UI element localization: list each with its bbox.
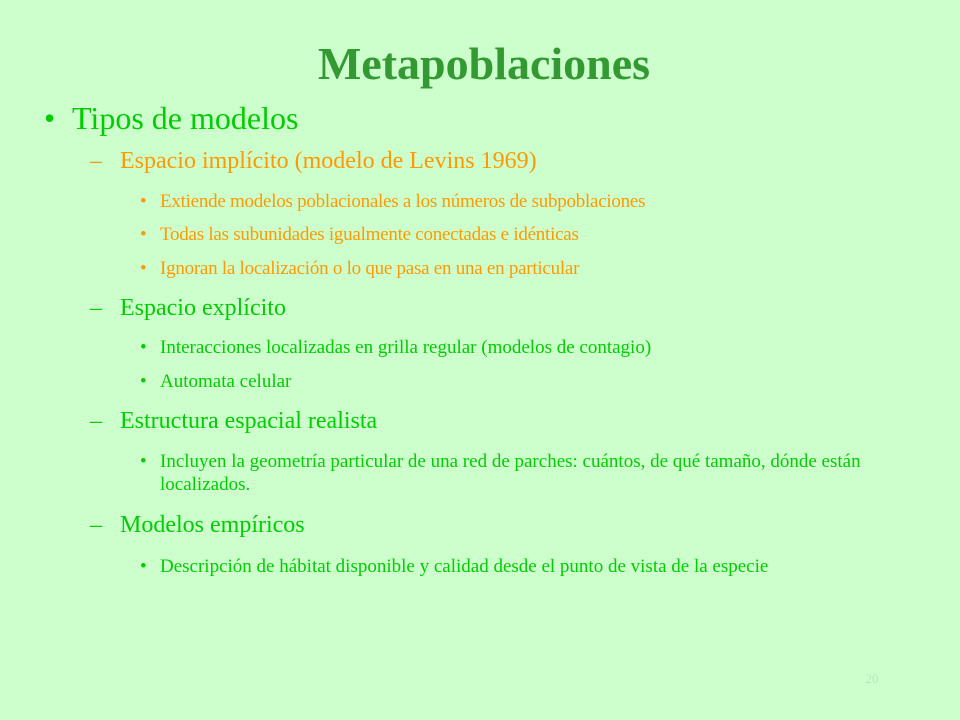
bullet-marker: •: [140, 556, 147, 577]
list-item: [140, 336, 940, 359]
list-item: [140, 190, 940, 213]
list-item-text: Interacciones localizadas en grilla regular (modelos de contagio): [160, 337, 652, 358]
bullet-marker: •: [140, 224, 147, 245]
bullet-marker: •: [140, 337, 147, 358]
section-heading-text: Espacio explícito: [120, 295, 286, 321]
list-item: [140, 370, 940, 393]
list-item-text: Todas las subunidades igualmente conectadas e idénticas: [160, 224, 579, 245]
dash-marker: –: [90, 148, 102, 174]
list-item: [140, 257, 940, 280]
list-item-text: Ignoran la localización o lo que pasa en una en particular: [160, 258, 580, 279]
bullet-marker: •: [140, 451, 147, 472]
dash-marker: –: [90, 295, 102, 321]
list-item: [140, 450, 940, 496]
bullet-text: Tipos de modelos: [72, 100, 299, 136]
section-heading-text: Estructura espacial realista: [120, 408, 378, 434]
bullet-marker: •: [140, 371, 147, 392]
bullet-marker: •: [44, 100, 56, 136]
list-item-text: Automata celular: [160, 371, 292, 392]
list-item-text: Extiende modelos poblacionales a los números de subpoblaciones: [160, 191, 646, 212]
slide-title: Metapoblaciones: [317, 38, 651, 89]
dash-marker: –: [90, 408, 102, 434]
list-item: [140, 223, 940, 246]
dash-marker: –: [90, 512, 102, 538]
list-item-text: Descripción de hábitat disponible y calidad desde el punto de vista de la especie: [160, 556, 769, 577]
bullet-marker: •: [140, 191, 147, 212]
list-item-text: Incluyen la geometría particular de una red de parches: cuántos, de qué tamaño, dónde están localizados.: [160, 451, 861, 495]
section-heading-text: Modelos empíricos: [120, 512, 305, 538]
page-number: 20: [865, 671, 879, 686]
bullet-marker: •: [140, 258, 147, 279]
section-heading-text: Espacio implícito (modelo de Levins 1969): [120, 148, 537, 174]
list-item: [140, 555, 940, 578]
